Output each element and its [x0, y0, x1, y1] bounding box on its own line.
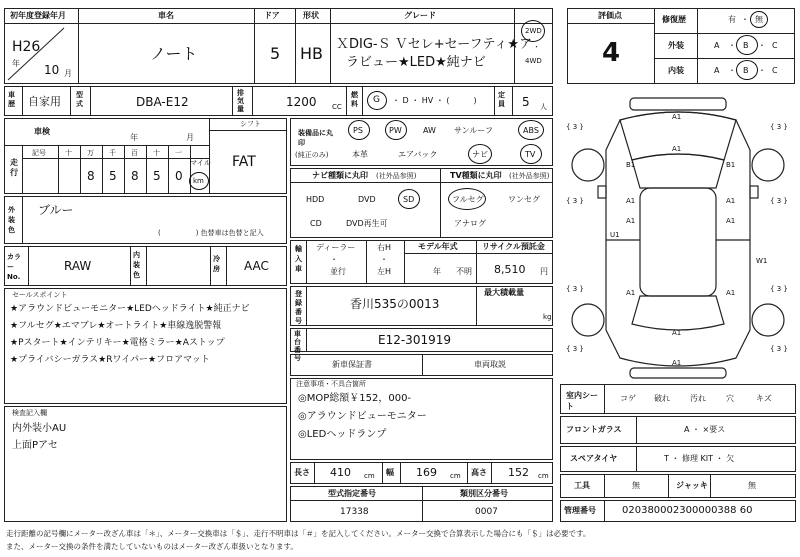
diagram-mark-a1-rear: A1 — [672, 329, 682, 337]
interior-opt-c: C — [772, 66, 778, 75]
length-value: 410 — [330, 466, 351, 479]
equip-sunroof: サンルーフ — [454, 126, 493, 135]
diagram-bracket-6: { 3 } — [770, 285, 788, 293]
model-year-label: モデル年式 — [418, 242, 458, 251]
notes-label: 注意事項・不具合箇所 — [296, 380, 366, 388]
recycle-value: 8,510 — [494, 263, 526, 276]
exterior-opt-b: B — [743, 41, 749, 50]
navi-cd: CD — [310, 219, 322, 228]
diagram-mark-a1-hood: A1 — [672, 145, 682, 153]
navi-dvd: DVD — [358, 195, 376, 204]
km-label: km — [193, 177, 204, 185]
capacity-value: 5 — [522, 95, 530, 109]
class-label: 類別区分番号 — [460, 489, 508, 498]
import-right-h: 右H — [377, 243, 392, 252]
equip-pw: PW — [389, 126, 402, 135]
diagram-mark-b1-left: B1 — [626, 161, 636, 169]
diagram-mark-a1-left-3: A1 — [626, 289, 636, 297]
height-unit: cm — [538, 472, 549, 480]
interior-opt-a: A — [714, 66, 720, 75]
height-label: 高さ — [471, 468, 487, 477]
diagram-mark-a1-left-1: A1 — [626, 197, 636, 205]
width-unit: cm — [450, 472, 461, 480]
score-label: 評価点 — [598, 11, 622, 20]
notes-line-1: ◎MOP総額￥152，000- — [298, 393, 412, 404]
jack-value: 無 — [748, 481, 756, 490]
equip-ps: PS — [353, 126, 363, 135]
mileage-digit-2: 5 — [109, 169, 117, 183]
auction-sheet: 初年度登録年月 車名 ドア 形状 グレード H26 年 10 月 ノート 5 HB ＸDIG-Ｓ Ｖセレ+セーフティ★ア ラビュー★LED★純ナビ 2WD ・ 4WD 評価点 4 修復歴 外装 内装 有 ・ 無 A ・ B ・ C A ・ B ・ C 車歴 自家用 型式 DBA-E12 排気量 1200 CC 燃料 G ・ D ・ HV ・ ( ) 定員 5 人 車検 年 月 シフト FAT 走行 記号 十 万 千 百 十 一 8 5 8 5 0 マイル km 外装色 ブルー ( ) 色替車は色替と記入 カラーNo. RAW 内装色 冷房 AAC セールスポイント ★アラウンドビューモニター★LEDヘッドライト★純正ナビ ★フルセグ★エマブレ★オートライト★車線逸脱警報 ★Pスタート★インテリキー★電格ミラー★Aストップ ★プライバシーガラス★Rワイパー★フロアマット 検査記入欄 内外装小AU 上面Pアセ 装備品に丸印 (純正のみ) PS PW AW サンルーフ ABS 本革 エアバック ナビ TV ナビ種類に丸印 (社外品参照) TV種類に丸印 (社外品参照) HDD DVD SD CD DVD再生可 フルセグ ワンセグ アナログ 輸入車 ディーラー ・ 並行 右H ・ 左H モデル年式 年 不明 リサイクル預託金 8,510 円 登録番号 香川535の0013 最大積載量 kg 車台番号 E12-301919 新車保証書 車両取説 注意事項・不具合箇所 ◎MOP総額￥152，000- ◎アラウンドビューモニター ◎LEDヘッドランプ 長さ 410 cm 幅 169 cm 高さ 152 cm 型式指定番号 類別区分番号 17338 0007 A1 A1 B1 B1 A1 A1 U1 A1 A1 W1 A1 A1 A1 A1 { 3 } { 3 } { 3 } { 3 } { 3 } { 3 } { 3 } { 3 } 室内シート コゲ 破れ 汚れ 穴 キズ フロントガラス A ・ ×要ス スペアタイヤ T ・ 修理 KIT ・ 欠 工具 無 ジャッキ 無 管理番号 020380002300000388 60 走行距離の記号欄にメーター改ざん車は「＊」、メーター交換車は「＄」、走行不明車は「＃」を記入してください。メーター交換で合算表示した場合にも「＄」は必要です。 また、メーター交換の条件を満たしていないものはメーター改ざん車扱いとなります。 — [0, 0, 800, 557]
model-year-unit: 年 — [433, 267, 441, 276]
drive-4wd: 4WD — [525, 57, 542, 65]
capacity-label: 定員 — [498, 91, 505, 108]
damage-diagram — [560, 90, 796, 380]
color-no-label: カラーNo. — [7, 253, 21, 281]
usage-value: 自家用 — [28, 95, 61, 108]
length-unit: cm — [364, 472, 375, 480]
mileage-head-mark: 記号 — [32, 149, 46, 157]
new-warranty-label: 新車保証書 — [332, 360, 372, 369]
mileage-head-hyaku: 百 — [131, 149, 138, 157]
navi-sd: SD — [403, 195, 415, 204]
notes-line-3: ◎LEDヘッドランプ — [298, 429, 387, 440]
width-value: 169 — [416, 466, 437, 479]
interior-opt-b: B — [743, 66, 749, 75]
first-reg-month: 10 — [44, 63, 60, 77]
door-label: ドア — [264, 11, 280, 20]
repair-opt-no: 無 — [755, 15, 763, 24]
mileage-digit-5: 0 — [175, 169, 183, 183]
equip-leather: 本革 — [352, 150, 368, 159]
tv-sub: (社外品参照) — [509, 172, 550, 180]
diagram-mark-a1-right-2: A1 — [726, 217, 736, 225]
reg-no-value: 香川535の0013 — [350, 297, 440, 311]
equipment-label: 装備品に丸印 — [298, 129, 333, 147]
class-value: 0007 — [475, 507, 498, 517]
type-value: DBA-E12 — [136, 95, 189, 109]
displacement-value: 1200 — [286, 95, 317, 109]
mileage-head-10: 十 — [65, 149, 72, 157]
sales-points-label: セールスポイント — [12, 291, 68, 299]
kg-unit: kg — [543, 313, 552, 321]
inspector-line-1: 内外装小AU — [12, 423, 67, 434]
sales-point-1: ★アラウンドビューモニター★LEDヘッドライト★純正ナビ — [10, 304, 250, 314]
diagram-bracket-4: { 3 } — [770, 197, 788, 205]
score-value: 4 — [602, 38, 621, 68]
recycle-label: リサイクル預託金 — [482, 242, 545, 251]
exterior-opt-a: A — [714, 41, 720, 50]
length-label: 長さ — [294, 468, 310, 477]
inspection-label: 車検 — [34, 127, 50, 136]
front-glass-options: A ・ ×要ス — [684, 425, 726, 434]
equip-aw: AW — [423, 126, 436, 135]
mileage-digit-4: 5 — [153, 169, 161, 183]
import-parallel: 並行 — [330, 267, 346, 276]
doors-value: 5 — [270, 44, 281, 63]
import-label: 輸入車 — [295, 245, 302, 273]
tv-label: TV種類に丸印 — [450, 171, 502, 180]
navi-hdd: HDD — [306, 195, 325, 204]
aircon-value: AAC — [244, 259, 269, 273]
grade-line-2: ラビュー★LED★純ナビ — [346, 55, 486, 70]
import-dot: ・ — [330, 255, 338, 264]
width-label: 幅 — [386, 468, 394, 477]
shape-label: 形状 — [303, 11, 319, 20]
displacement-label: 排気量 — [237, 89, 244, 113]
repair-opt-yes: 有 — [728, 15, 736, 24]
first-reg-year: H26 — [12, 39, 41, 55]
color-label: 外装色 — [8, 206, 15, 234]
interior-sheet-opt-3: 汚れ — [690, 394, 706, 403]
mileage-head-sen: 千 — [109, 149, 116, 157]
import-left-h: 左H — [377, 267, 392, 276]
grade-line-1: ＸDIG-Ｓ Ｖセレ+セーフティ★ア — [336, 37, 533, 52]
control-value: 020380002300000388 60 — [622, 505, 753, 516]
notes-line-2: ◎アラウンドビューモニター — [298, 411, 427, 422]
interior-sheet-opt-4: 穴 — [726, 394, 734, 403]
spare-tire-label: スペアタイヤ — [570, 454, 618, 463]
footer-line-2: また、メーター交換の条件を満たしていないものはメーター改ざん車扱いとなります。 — [6, 542, 298, 551]
year-unit: 年 — [12, 59, 20, 68]
chassis-value: E12-301919 — [378, 333, 451, 347]
sales-point-3: ★Pスタート★インテリキー★電格ミラー★Aストップ — [10, 338, 225, 348]
interior-sheet-opt-5: キズ — [756, 394, 772, 403]
mileage-head-juu: 十 — [153, 149, 160, 157]
type-label: 型式 — [76, 91, 83, 108]
diagram-mark-a1-top: A1 — [672, 113, 682, 121]
equip-tv: TV — [525, 150, 536, 159]
model-year-value: 不明 — [456, 267, 472, 276]
shift-label: シフト — [240, 120, 261, 128]
usage-label: 車歴 — [8, 91, 15, 108]
mileage-label: 走行 — [10, 158, 18, 177]
interior-color-label: 内装色 — [133, 251, 140, 279]
car-name: ノート — [150, 44, 198, 63]
import-dealer: ディーラー — [316, 243, 356, 252]
diagram-mark-b1-right: B1 — [726, 161, 736, 169]
sales-point-4: ★プライバシーガラス★Rワイパー★フロアマット — [10, 355, 210, 365]
equipment-sub-label: (純正のみ) — [295, 151, 329, 159]
type-cert-label: 型式指定番号 — [328, 489, 376, 498]
mileage-head-ichi: 一 — [175, 149, 182, 157]
tv-analog: アナログ — [454, 219, 486, 228]
navi-sub: (社外品参照) — [376, 172, 417, 180]
color-no-value: RAW — [64, 259, 92, 273]
inspector-line-2: 上面Pアセ — [12, 440, 58, 451]
reg-no-label: 登録番号 — [295, 290, 302, 325]
repair-label: 修復歴 — [662, 15, 686, 24]
capacity-unit: 人 — [540, 103, 547, 111]
manual-label: 車両取説 — [474, 360, 506, 369]
equip-navi: ナビ — [472, 150, 488, 159]
drive-2wd: 2WD — [525, 27, 542, 35]
month-unit: 月 — [64, 69, 72, 78]
navi-label: ナビ種類に丸印 — [312, 171, 368, 180]
interior-sheet-label: 室内シート — [566, 391, 598, 411]
tv-fullseg: フルセグ — [452, 195, 484, 204]
height-value: 152 — [508, 466, 529, 479]
drive-dot: ・ — [533, 43, 540, 51]
cc-unit: CC — [332, 103, 342, 111]
exterior-label: 外装 — [668, 41, 684, 50]
fuel-others: ・ D ・ HV ・ ( ) — [392, 96, 477, 105]
equip-abs: ABS — [523, 126, 539, 135]
diagram-bracket-8: { 3 } — [770, 345, 788, 353]
exterior-opt-c: C — [772, 41, 778, 50]
interior-sheet-opt-2: 破れ — [654, 394, 670, 403]
mileage-digit-3: 8 — [131, 169, 139, 183]
shift-value: FAT — [232, 154, 256, 170]
fuel-g: G — [373, 95, 380, 105]
control-label: 管理番号 — [564, 506, 596, 515]
diagram-bracket-1: { 3 } — [566, 123, 584, 131]
shape-value: HB — [300, 44, 324, 63]
diagram-mark-a1-right-3: A1 — [726, 289, 736, 297]
equip-airbag: エアバック — [398, 150, 438, 159]
tools-label: 工具 — [574, 481, 590, 490]
inspection-month-unit: 月 — [186, 133, 194, 142]
inspection-year-unit: 年 — [130, 133, 138, 142]
diagram-mark-w1: W1 — [756, 257, 768, 265]
chassis-label: 車台番号 — [294, 330, 301, 362]
diagram-bracket-7: { 3 } — [566, 345, 584, 353]
aircon-label: 冷房 — [213, 255, 220, 273]
diagram-bracket-2: { 3 } — [770, 123, 788, 131]
diagram-mark-u1: U1 — [610, 231, 620, 239]
sales-point-2: ★フルセグ★エマブレ★オートライト★車線逸脱警報 — [10, 321, 222, 331]
car-name-label: 車名 — [158, 11, 174, 20]
color-value: ブルー — [38, 203, 74, 217]
grade-label: グレード — [404, 11, 436, 20]
recycle-unit: 円 — [540, 267, 548, 276]
tools-value: 無 — [632, 481, 640, 490]
mileage-head-man: 万 — [87, 149, 94, 157]
import-dot-2: ・ — [380, 255, 388, 264]
max-load-label: 最大積載量 — [484, 288, 524, 297]
first-reg-label: 初年度登録年月 — [10, 11, 66, 20]
navi-dvd-play: DVD再生可 — [346, 219, 388, 228]
diagram-bracket-5: { 3 } — [566, 285, 584, 293]
spare-tire-options: T ・ 修理 KIT ・ 欠 — [664, 454, 735, 463]
front-glass-label: フロントガラス — [566, 425, 622, 434]
mile-label: マイル — [190, 159, 211, 167]
inspector-label: 検査記入欄 — [12, 409, 47, 417]
tv-oneseg: ワンセグ — [508, 195, 540, 204]
repair-opt-dot: ・ — [741, 15, 749, 24]
diagram-bracket-3: { 3 } — [566, 197, 584, 205]
fuel-label: 燃料 — [351, 91, 358, 108]
diagram-mark-a1-bottom: A1 — [672, 359, 682, 367]
diagram-mark-a1-right-1: A1 — [726, 197, 736, 205]
diagram-mark-a1-left-2: A1 — [626, 217, 636, 225]
footer-line-1: 走行距離の記号欄にメーター改ざん車は「＊」、メーター交換車は「＄」、走行不明車は「＃」を記入してください。メーター交換で合算表示した場合にも「＄」は必要です。 — [6, 529, 591, 538]
mileage-digit-1: 8 — [87, 169, 95, 183]
type-cert-value: 17338 — [340, 507, 369, 517]
jack-label: ジャッキ — [676, 481, 708, 490]
interior-label: 内装 — [668, 66, 684, 75]
color-note: ( ) 色替車は色替と記入 — [158, 229, 264, 237]
interior-sheet-opt-1: コゲ — [620, 394, 636, 403]
